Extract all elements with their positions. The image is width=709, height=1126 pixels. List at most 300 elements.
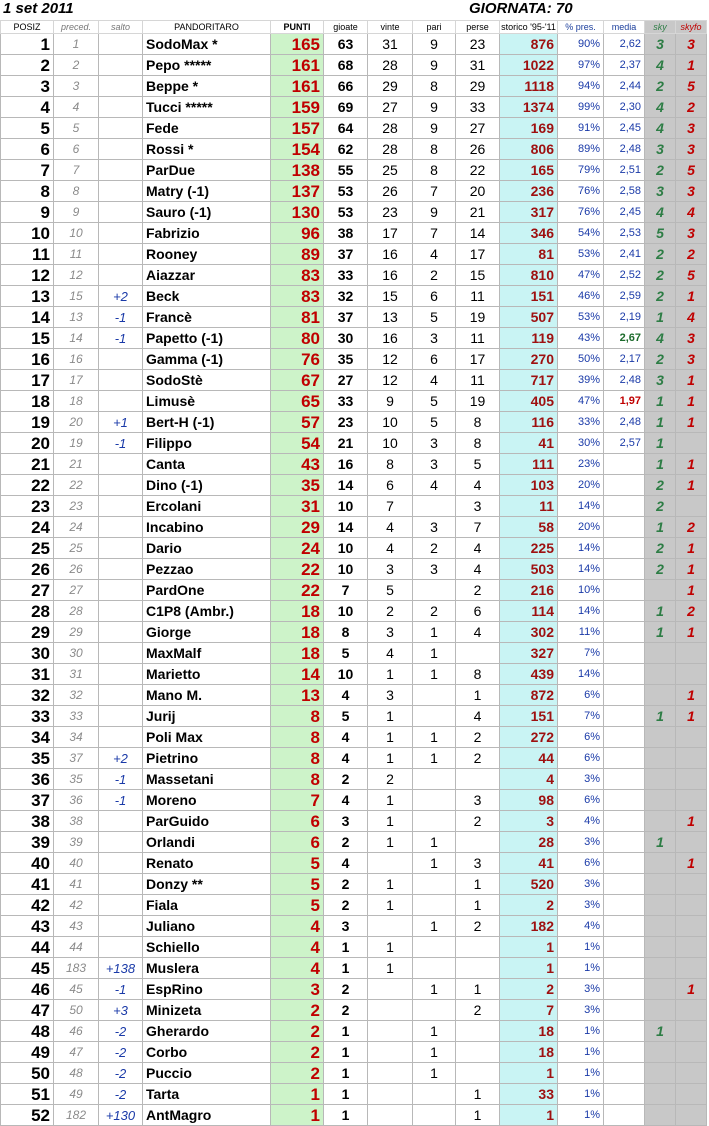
skyfo-cell: 3 bbox=[676, 34, 707, 55]
presence-cell: 50% bbox=[558, 349, 604, 370]
played-cell: 5 bbox=[324, 706, 368, 727]
skyfo-cell: 1 bbox=[676, 370, 707, 391]
played-cell: 1 bbox=[324, 1021, 368, 1042]
lost-cell: 5 bbox=[456, 454, 500, 475]
sky-cell: 3 bbox=[645, 139, 676, 160]
skyfo-cell bbox=[676, 1105, 707, 1126]
presence-cell: 14% bbox=[558, 664, 604, 685]
previous-position-cell: 18 bbox=[54, 391, 99, 412]
position-cell: 35 bbox=[1, 748, 54, 769]
previous-position-cell: 33 bbox=[54, 706, 99, 727]
historic-cell: 2 bbox=[500, 979, 558, 1000]
player-name-cell: Canta bbox=[143, 454, 271, 475]
previous-position-cell: 23 bbox=[54, 496, 99, 517]
previous-position-cell: 43 bbox=[54, 916, 99, 937]
player-name-cell: Incabino bbox=[143, 517, 271, 538]
previous-position-cell: 50 bbox=[54, 1000, 99, 1021]
average-cell bbox=[604, 1084, 645, 1105]
presence-cell: 1% bbox=[558, 1021, 604, 1042]
historic-cell: 169 bbox=[500, 118, 558, 139]
skyfo-cell bbox=[676, 1084, 707, 1105]
jump-cell bbox=[99, 580, 143, 601]
table-row bbox=[1, 601, 707, 622]
presence-cell: 30% bbox=[558, 433, 604, 454]
points-cell: 2 bbox=[271, 1042, 324, 1063]
player-name-cell: Orlandi bbox=[143, 832, 271, 853]
average-cell bbox=[604, 475, 645, 496]
won-cell: 4 bbox=[368, 643, 413, 664]
date-label: 1 set 2011 bbox=[3, 0, 74, 17]
played-cell: 23 bbox=[324, 412, 368, 433]
points-cell: 2 bbox=[271, 1021, 324, 1042]
drawn-cell: 3 bbox=[413, 433, 456, 454]
lost-cell: 2 bbox=[456, 580, 500, 601]
points-cell: 96 bbox=[271, 223, 324, 244]
table-row bbox=[1, 769, 707, 790]
position-cell: 20 bbox=[1, 433, 54, 454]
presence-cell: 6% bbox=[558, 748, 604, 769]
won-cell: 3 bbox=[368, 685, 413, 706]
jump-cell bbox=[99, 685, 143, 706]
points-cell: 65 bbox=[271, 391, 324, 412]
sky-cell bbox=[645, 916, 676, 937]
won-cell: 1 bbox=[368, 664, 413, 685]
col-header-skyfo: skyfo bbox=[676, 21, 707, 34]
won-cell bbox=[368, 1063, 413, 1084]
col-header-salto: salto bbox=[99, 21, 143, 34]
jump-cell bbox=[99, 538, 143, 559]
presence-cell: 7% bbox=[558, 706, 604, 727]
skyfo-cell: 1 bbox=[676, 979, 707, 1000]
skyfo-cell bbox=[676, 1042, 707, 1063]
won-cell: 27 bbox=[368, 97, 413, 118]
played-cell: 55 bbox=[324, 160, 368, 181]
table-row bbox=[1, 55, 707, 76]
played-cell: 63 bbox=[324, 34, 368, 55]
position-cell: 26 bbox=[1, 559, 54, 580]
jump-cell: -2 bbox=[99, 1084, 143, 1105]
table-row bbox=[1, 181, 707, 202]
skyfo-cell bbox=[676, 937, 707, 958]
table-row bbox=[1, 706, 707, 727]
jump-cell bbox=[99, 727, 143, 748]
played-cell: 10 bbox=[324, 664, 368, 685]
player-name-cell: Juliano bbox=[143, 916, 271, 937]
sky-cell bbox=[645, 1084, 676, 1105]
points-cell: 18 bbox=[271, 622, 324, 643]
historic-cell: 41 bbox=[500, 853, 558, 874]
won-cell: 1 bbox=[368, 874, 413, 895]
skyfo-cell: 5 bbox=[676, 265, 707, 286]
sky-cell bbox=[645, 1042, 676, 1063]
skyfo-cell: 1 bbox=[676, 580, 707, 601]
drawn-cell: 9 bbox=[413, 118, 456, 139]
standings-body bbox=[1, 34, 707, 1126]
table-row bbox=[1, 1084, 707, 1105]
presence-cell: 14% bbox=[558, 559, 604, 580]
points-cell: 54 bbox=[271, 433, 324, 454]
sky-cell bbox=[645, 853, 676, 874]
won-cell: 4 bbox=[368, 517, 413, 538]
table-row bbox=[1, 391, 707, 412]
won-cell: 1 bbox=[368, 958, 413, 979]
previous-position-cell: 27 bbox=[54, 580, 99, 601]
points-cell: 2 bbox=[271, 1000, 324, 1021]
previous-position-cell: 21 bbox=[54, 454, 99, 475]
presence-cell: 76% bbox=[558, 181, 604, 202]
won-cell: 9 bbox=[368, 391, 413, 412]
won-cell bbox=[368, 853, 413, 874]
historic-cell: 717 bbox=[500, 370, 558, 391]
skyfo-cell: 4 bbox=[676, 307, 707, 328]
lost-cell: 17 bbox=[456, 244, 500, 265]
historic-cell: 327 bbox=[500, 643, 558, 664]
lost-cell: 6 bbox=[456, 601, 500, 622]
points-cell: 22 bbox=[271, 580, 324, 601]
table-row bbox=[1, 811, 707, 832]
jump-cell bbox=[99, 706, 143, 727]
table-row bbox=[1, 202, 707, 223]
presence-cell: 1% bbox=[558, 1105, 604, 1126]
skyfo-cell bbox=[676, 748, 707, 769]
skyfo-cell bbox=[676, 769, 707, 790]
played-cell: 2 bbox=[324, 1000, 368, 1021]
played-cell: 33 bbox=[324, 265, 368, 286]
sky-cell bbox=[645, 895, 676, 916]
table-row bbox=[1, 244, 707, 265]
presence-cell: 91% bbox=[558, 118, 604, 139]
historic-cell: 1118 bbox=[500, 76, 558, 97]
col-header-perse: perse bbox=[456, 21, 500, 34]
drawn-cell: 2 bbox=[413, 265, 456, 286]
header-row bbox=[1, 21, 707, 34]
drawn-cell: 1 bbox=[413, 1063, 456, 1084]
drawn-cell: 1 bbox=[413, 979, 456, 1000]
table-row bbox=[1, 265, 707, 286]
jump-cell bbox=[99, 139, 143, 160]
jump-cell bbox=[99, 937, 143, 958]
played-cell: 30 bbox=[324, 328, 368, 349]
presence-cell: 1% bbox=[558, 958, 604, 979]
drawn-cell bbox=[413, 1000, 456, 1021]
jump-cell: -1 bbox=[99, 769, 143, 790]
jump-cell bbox=[99, 475, 143, 496]
position-cell: 41 bbox=[1, 874, 54, 895]
points-cell: 8 bbox=[271, 727, 324, 748]
sky-cell bbox=[645, 1105, 676, 1126]
won-cell: 17 bbox=[368, 223, 413, 244]
lost-cell: 27 bbox=[456, 118, 500, 139]
position-cell: 43 bbox=[1, 916, 54, 937]
position-cell: 24 bbox=[1, 517, 54, 538]
historic-cell: 2 bbox=[500, 895, 558, 916]
jump-cell: +3 bbox=[99, 1000, 143, 1021]
won-cell: 13 bbox=[368, 307, 413, 328]
won-cell: 4 bbox=[368, 538, 413, 559]
average-cell bbox=[604, 727, 645, 748]
played-cell: 2 bbox=[324, 874, 368, 895]
col-header-pandoritaro: PANDORITARO bbox=[143, 21, 271, 34]
sky-cell: 3 bbox=[645, 34, 676, 55]
presence-cell: 10% bbox=[558, 580, 604, 601]
sky-cell bbox=[645, 979, 676, 1000]
jump-cell bbox=[99, 97, 143, 118]
drawn-cell: 9 bbox=[413, 34, 456, 55]
presence-cell: 6% bbox=[558, 727, 604, 748]
previous-position-cell: 34 bbox=[54, 727, 99, 748]
table-row bbox=[1, 853, 707, 874]
lost-cell: 2 bbox=[456, 748, 500, 769]
skyfo-cell bbox=[676, 643, 707, 664]
drawn-cell bbox=[413, 874, 456, 895]
position-cell: 16 bbox=[1, 349, 54, 370]
previous-position-cell: 44 bbox=[54, 937, 99, 958]
presence-cell: 53% bbox=[558, 307, 604, 328]
points-cell: 6 bbox=[271, 811, 324, 832]
historic-cell: 116 bbox=[500, 412, 558, 433]
player-name-cell: Beppe * bbox=[143, 76, 271, 97]
jump-cell bbox=[99, 622, 143, 643]
sky-cell: 1 bbox=[645, 412, 676, 433]
skyfo-cell: 5 bbox=[676, 76, 707, 97]
jump-cell bbox=[99, 664, 143, 685]
presence-cell: 7% bbox=[558, 643, 604, 664]
points-cell: 35 bbox=[271, 475, 324, 496]
table-row bbox=[1, 790, 707, 811]
played-cell: 69 bbox=[324, 97, 368, 118]
presence-cell: 4% bbox=[558, 811, 604, 832]
skyfo-cell bbox=[676, 874, 707, 895]
player-name-cell: Aiazzar bbox=[143, 265, 271, 286]
average-cell bbox=[604, 958, 645, 979]
won-cell: 28 bbox=[368, 55, 413, 76]
points-cell: 137 bbox=[271, 181, 324, 202]
played-cell: 3 bbox=[324, 811, 368, 832]
drawn-cell: 1 bbox=[413, 622, 456, 643]
average-cell bbox=[604, 832, 645, 853]
sky-cell: 1 bbox=[645, 433, 676, 454]
historic-cell: 810 bbox=[500, 265, 558, 286]
average-cell bbox=[604, 1063, 645, 1084]
previous-position-cell: 46 bbox=[54, 1021, 99, 1042]
lost-cell bbox=[456, 958, 500, 979]
points-cell: 18 bbox=[271, 601, 324, 622]
jump-cell bbox=[99, 202, 143, 223]
drawn-cell bbox=[413, 1084, 456, 1105]
skyfo-cell: 1 bbox=[676, 622, 707, 643]
col-header-posiz: POSIZ bbox=[1, 21, 54, 34]
player-name-cell: Rooney bbox=[143, 244, 271, 265]
table-row bbox=[1, 832, 707, 853]
jump-cell bbox=[99, 55, 143, 76]
skyfo-cell: 3 bbox=[676, 181, 707, 202]
standings-table bbox=[0, 20, 707, 1126]
position-cell: 21 bbox=[1, 454, 54, 475]
sky-cell bbox=[645, 1063, 676, 1084]
played-cell: 68 bbox=[324, 55, 368, 76]
average-cell bbox=[604, 559, 645, 580]
position-cell: 33 bbox=[1, 706, 54, 727]
sky-cell: 2 bbox=[645, 475, 676, 496]
points-cell: 161 bbox=[271, 76, 324, 97]
player-name-cell: Donzy ** bbox=[143, 874, 271, 895]
drawn-cell: 1 bbox=[413, 748, 456, 769]
previous-position-cell: 1 bbox=[54, 34, 99, 55]
position-cell: 10 bbox=[1, 223, 54, 244]
drawn-cell: 5 bbox=[413, 391, 456, 412]
sky-cell bbox=[645, 580, 676, 601]
historic-cell: 4 bbox=[500, 769, 558, 790]
average-cell bbox=[604, 895, 645, 916]
jump-cell bbox=[99, 181, 143, 202]
table-row bbox=[1, 349, 707, 370]
skyfo-cell bbox=[676, 958, 707, 979]
previous-position-cell: 7 bbox=[54, 160, 99, 181]
points-cell: 18 bbox=[271, 643, 324, 664]
lost-cell: 4 bbox=[456, 559, 500, 580]
drawn-cell bbox=[413, 895, 456, 916]
won-cell bbox=[368, 916, 413, 937]
position-cell: 44 bbox=[1, 937, 54, 958]
historic-cell: 503 bbox=[500, 559, 558, 580]
presence-cell: 3% bbox=[558, 769, 604, 790]
position-cell: 18 bbox=[1, 391, 54, 412]
points-cell: 1 bbox=[271, 1084, 324, 1105]
won-cell: 3 bbox=[368, 559, 413, 580]
position-cell: 51 bbox=[1, 1084, 54, 1105]
table-row bbox=[1, 412, 707, 433]
played-cell: 66 bbox=[324, 76, 368, 97]
played-cell: 64 bbox=[324, 118, 368, 139]
won-cell: 5 bbox=[368, 580, 413, 601]
presence-cell: 23% bbox=[558, 454, 604, 475]
sky-cell bbox=[645, 685, 676, 706]
previous-position-cell: 29 bbox=[54, 622, 99, 643]
jump-cell: -1 bbox=[99, 979, 143, 1000]
lost-cell: 8 bbox=[456, 433, 500, 454]
skyfo-cell: 3 bbox=[676, 349, 707, 370]
player-name-cell: SodoMax * bbox=[143, 34, 271, 55]
drawn-cell: 9 bbox=[413, 97, 456, 118]
drawn-cell: 9 bbox=[413, 55, 456, 76]
historic-cell: 405 bbox=[500, 391, 558, 412]
drawn-cell: 1 bbox=[413, 1021, 456, 1042]
table-row bbox=[1, 538, 707, 559]
lost-cell: 14 bbox=[456, 223, 500, 244]
points-cell: 89 bbox=[271, 244, 324, 265]
average-cell: 2,67 bbox=[604, 328, 645, 349]
played-cell: 35 bbox=[324, 349, 368, 370]
skyfo-cell: 1 bbox=[676, 475, 707, 496]
jump-cell: +1 bbox=[99, 412, 143, 433]
historic-cell: 872 bbox=[500, 685, 558, 706]
table-row bbox=[1, 727, 707, 748]
position-cell: 31 bbox=[1, 664, 54, 685]
historic-cell: 302 bbox=[500, 622, 558, 643]
points-cell: 7 bbox=[271, 790, 324, 811]
average-cell: 2,59 bbox=[604, 286, 645, 307]
table-row bbox=[1, 916, 707, 937]
lost-cell: 19 bbox=[456, 307, 500, 328]
points-cell: 138 bbox=[271, 160, 324, 181]
average-cell bbox=[604, 601, 645, 622]
won-cell: 16 bbox=[368, 328, 413, 349]
previous-position-cell: 49 bbox=[54, 1084, 99, 1105]
played-cell: 37 bbox=[324, 244, 368, 265]
position-cell: 30 bbox=[1, 643, 54, 664]
presence-cell: 89% bbox=[558, 139, 604, 160]
presence-cell: 33% bbox=[558, 412, 604, 433]
drawn-cell: 3 bbox=[413, 328, 456, 349]
jump-cell: +2 bbox=[99, 748, 143, 769]
drawn-cell bbox=[413, 580, 456, 601]
player-name-cell: Jurij bbox=[143, 706, 271, 727]
historic-cell: 3 bbox=[500, 811, 558, 832]
player-name-cell: Sauro (-1) bbox=[143, 202, 271, 223]
average-cell: 2,53 bbox=[604, 223, 645, 244]
player-name-cell: MaxMalf bbox=[143, 643, 271, 664]
skyfo-cell bbox=[676, 1000, 707, 1021]
played-cell: 14 bbox=[324, 475, 368, 496]
won-cell bbox=[368, 1105, 413, 1126]
presence-cell: 54% bbox=[558, 223, 604, 244]
sky-cell bbox=[645, 811, 676, 832]
skyfo-cell: 1 bbox=[676, 55, 707, 76]
presence-cell: 3% bbox=[558, 979, 604, 1000]
player-name-cell: EspRino bbox=[143, 979, 271, 1000]
lost-cell: 3 bbox=[456, 496, 500, 517]
historic-cell: 58 bbox=[500, 517, 558, 538]
lost-cell: 4 bbox=[456, 622, 500, 643]
table-row bbox=[1, 433, 707, 454]
lost-cell: 1 bbox=[456, 895, 500, 916]
position-cell: 17 bbox=[1, 370, 54, 391]
table-row bbox=[1, 643, 707, 664]
sky-cell: 4 bbox=[645, 202, 676, 223]
average-cell: 2,45 bbox=[604, 118, 645, 139]
previous-position-cell: 17 bbox=[54, 370, 99, 391]
table-row bbox=[1, 475, 707, 496]
average-cell: 2,48 bbox=[604, 412, 645, 433]
jump-cell bbox=[99, 916, 143, 937]
drawn-cell: 4 bbox=[413, 475, 456, 496]
table-row bbox=[1, 286, 707, 307]
drawn-cell bbox=[413, 1105, 456, 1126]
drawn-cell: 2 bbox=[413, 601, 456, 622]
presence-cell: 4% bbox=[558, 916, 604, 937]
sky-cell: 1 bbox=[645, 1021, 676, 1042]
previous-position-cell: 30 bbox=[54, 643, 99, 664]
sky-cell bbox=[645, 790, 676, 811]
historic-cell: 1 bbox=[500, 1063, 558, 1084]
sky-cell: 4 bbox=[645, 55, 676, 76]
previous-position-cell: 2 bbox=[54, 55, 99, 76]
historic-cell: 151 bbox=[500, 706, 558, 727]
lost-cell: 2 bbox=[456, 727, 500, 748]
won-cell: 1 bbox=[368, 937, 413, 958]
historic-cell: 81 bbox=[500, 244, 558, 265]
jump-cell: -1 bbox=[99, 790, 143, 811]
previous-position-cell: 40 bbox=[54, 853, 99, 874]
lost-cell: 17 bbox=[456, 349, 500, 370]
drawn-cell bbox=[413, 706, 456, 727]
jump-cell bbox=[99, 244, 143, 265]
won-cell: 12 bbox=[368, 370, 413, 391]
presence-cell: 11% bbox=[558, 622, 604, 643]
points-cell: 8 bbox=[271, 769, 324, 790]
previous-position-cell: 26 bbox=[54, 559, 99, 580]
position-cell: 2 bbox=[1, 55, 54, 76]
